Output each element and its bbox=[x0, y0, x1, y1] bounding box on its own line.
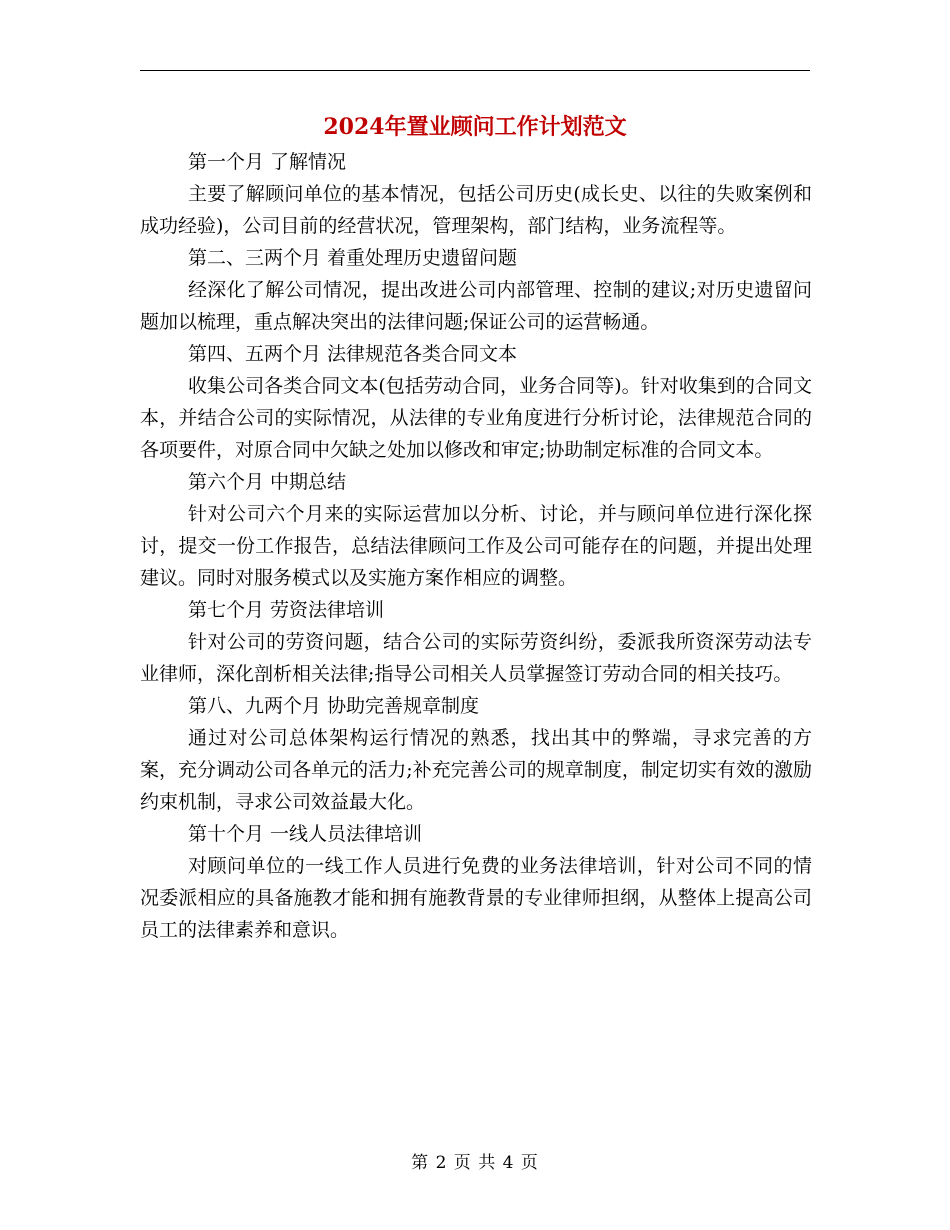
section-paragraph: 经深化了解公司情况，提出改进公司内部管理、控制的建议;对历史遗留问题加以梳理，重点解决突出的法律问题;保证公司的运营畅通。 bbox=[140, 279, 812, 333]
section-paragraph: 针对公司的劳资问题，结合公司的实际劳资纠纷，委派我所资深劳动法专业律师，深化剖析相关法律;指导公司相关人员掌握签订劳动合同的相关技巧。 bbox=[140, 631, 812, 685]
header-rule bbox=[140, 70, 810, 71]
section-heading: 第一个月 了解情况 bbox=[188, 151, 347, 173]
section-paragraph: 收集公司各类合同文本(包括劳动合同，业务合同等)。针对收集到的合同文本，并结合公司的实际情况，从法律的专业角度进行分析讨论，法律规范合同的各项要件，对原合同中欠缺之处加以修改和审定;协助制定标准的合同文本。 bbox=[140, 375, 812, 461]
section-heading: 第八、九两个月 协助完善规章制度 bbox=[188, 695, 480, 717]
section-paragraph: 对顾问单位的一线工作人员进行免费的业务法律培训，针对公司不同的情况委派相应的具备施教才能和拥有施教背景的专业律师担纲，从整体上提高公司员工的法律素养和意识。 bbox=[140, 855, 812, 941]
section-heading: 第十个月 一线人员法律培训 bbox=[188, 823, 423, 845]
document-body bbox=[140, 146, 812, 946]
section-heading: 第六个月 中期总结 bbox=[188, 471, 347, 493]
section-paragraph: 针对公司六个月来的实际运营加以分析、讨论，并与顾问单位进行深化探讨，提交一份工作报告，总结法律顾问工作及公司可能存在的问题，并提出处理建议。同时对服务模式以及实施方案作相应的调整。 bbox=[140, 503, 812, 589]
section-paragraph: 通过对公司总体架构运行情况的熟悉，找出其中的弊端，寻求完善的方案，充分调动公司各单元的活力;补充完善公司的规章制度，制定切实有效的激励约束机制，寻求公司效益最大化。 bbox=[140, 727, 812, 813]
section-heading: 第四、五两个月 法律规范各类合同文本 bbox=[188, 343, 518, 365]
section-heading: 第七个月 劳资法律培训 bbox=[188, 599, 385, 621]
page-footer: 第 2 页 共 4 页 bbox=[411, 1153, 539, 1173]
document-title: 2024年置业顾问工作计划范文 bbox=[323, 114, 627, 140]
section-paragraph: 主要了解顾问单位的基本情况，包括公司历史(成长史、以往的失败案例和成功经验)，公司目前的经营状况，管理架构，部门结构，业务流程等。 bbox=[140, 183, 812, 237]
section-heading: 第二、三两个月 着重处理历史遗留问题 bbox=[188, 247, 518, 269]
